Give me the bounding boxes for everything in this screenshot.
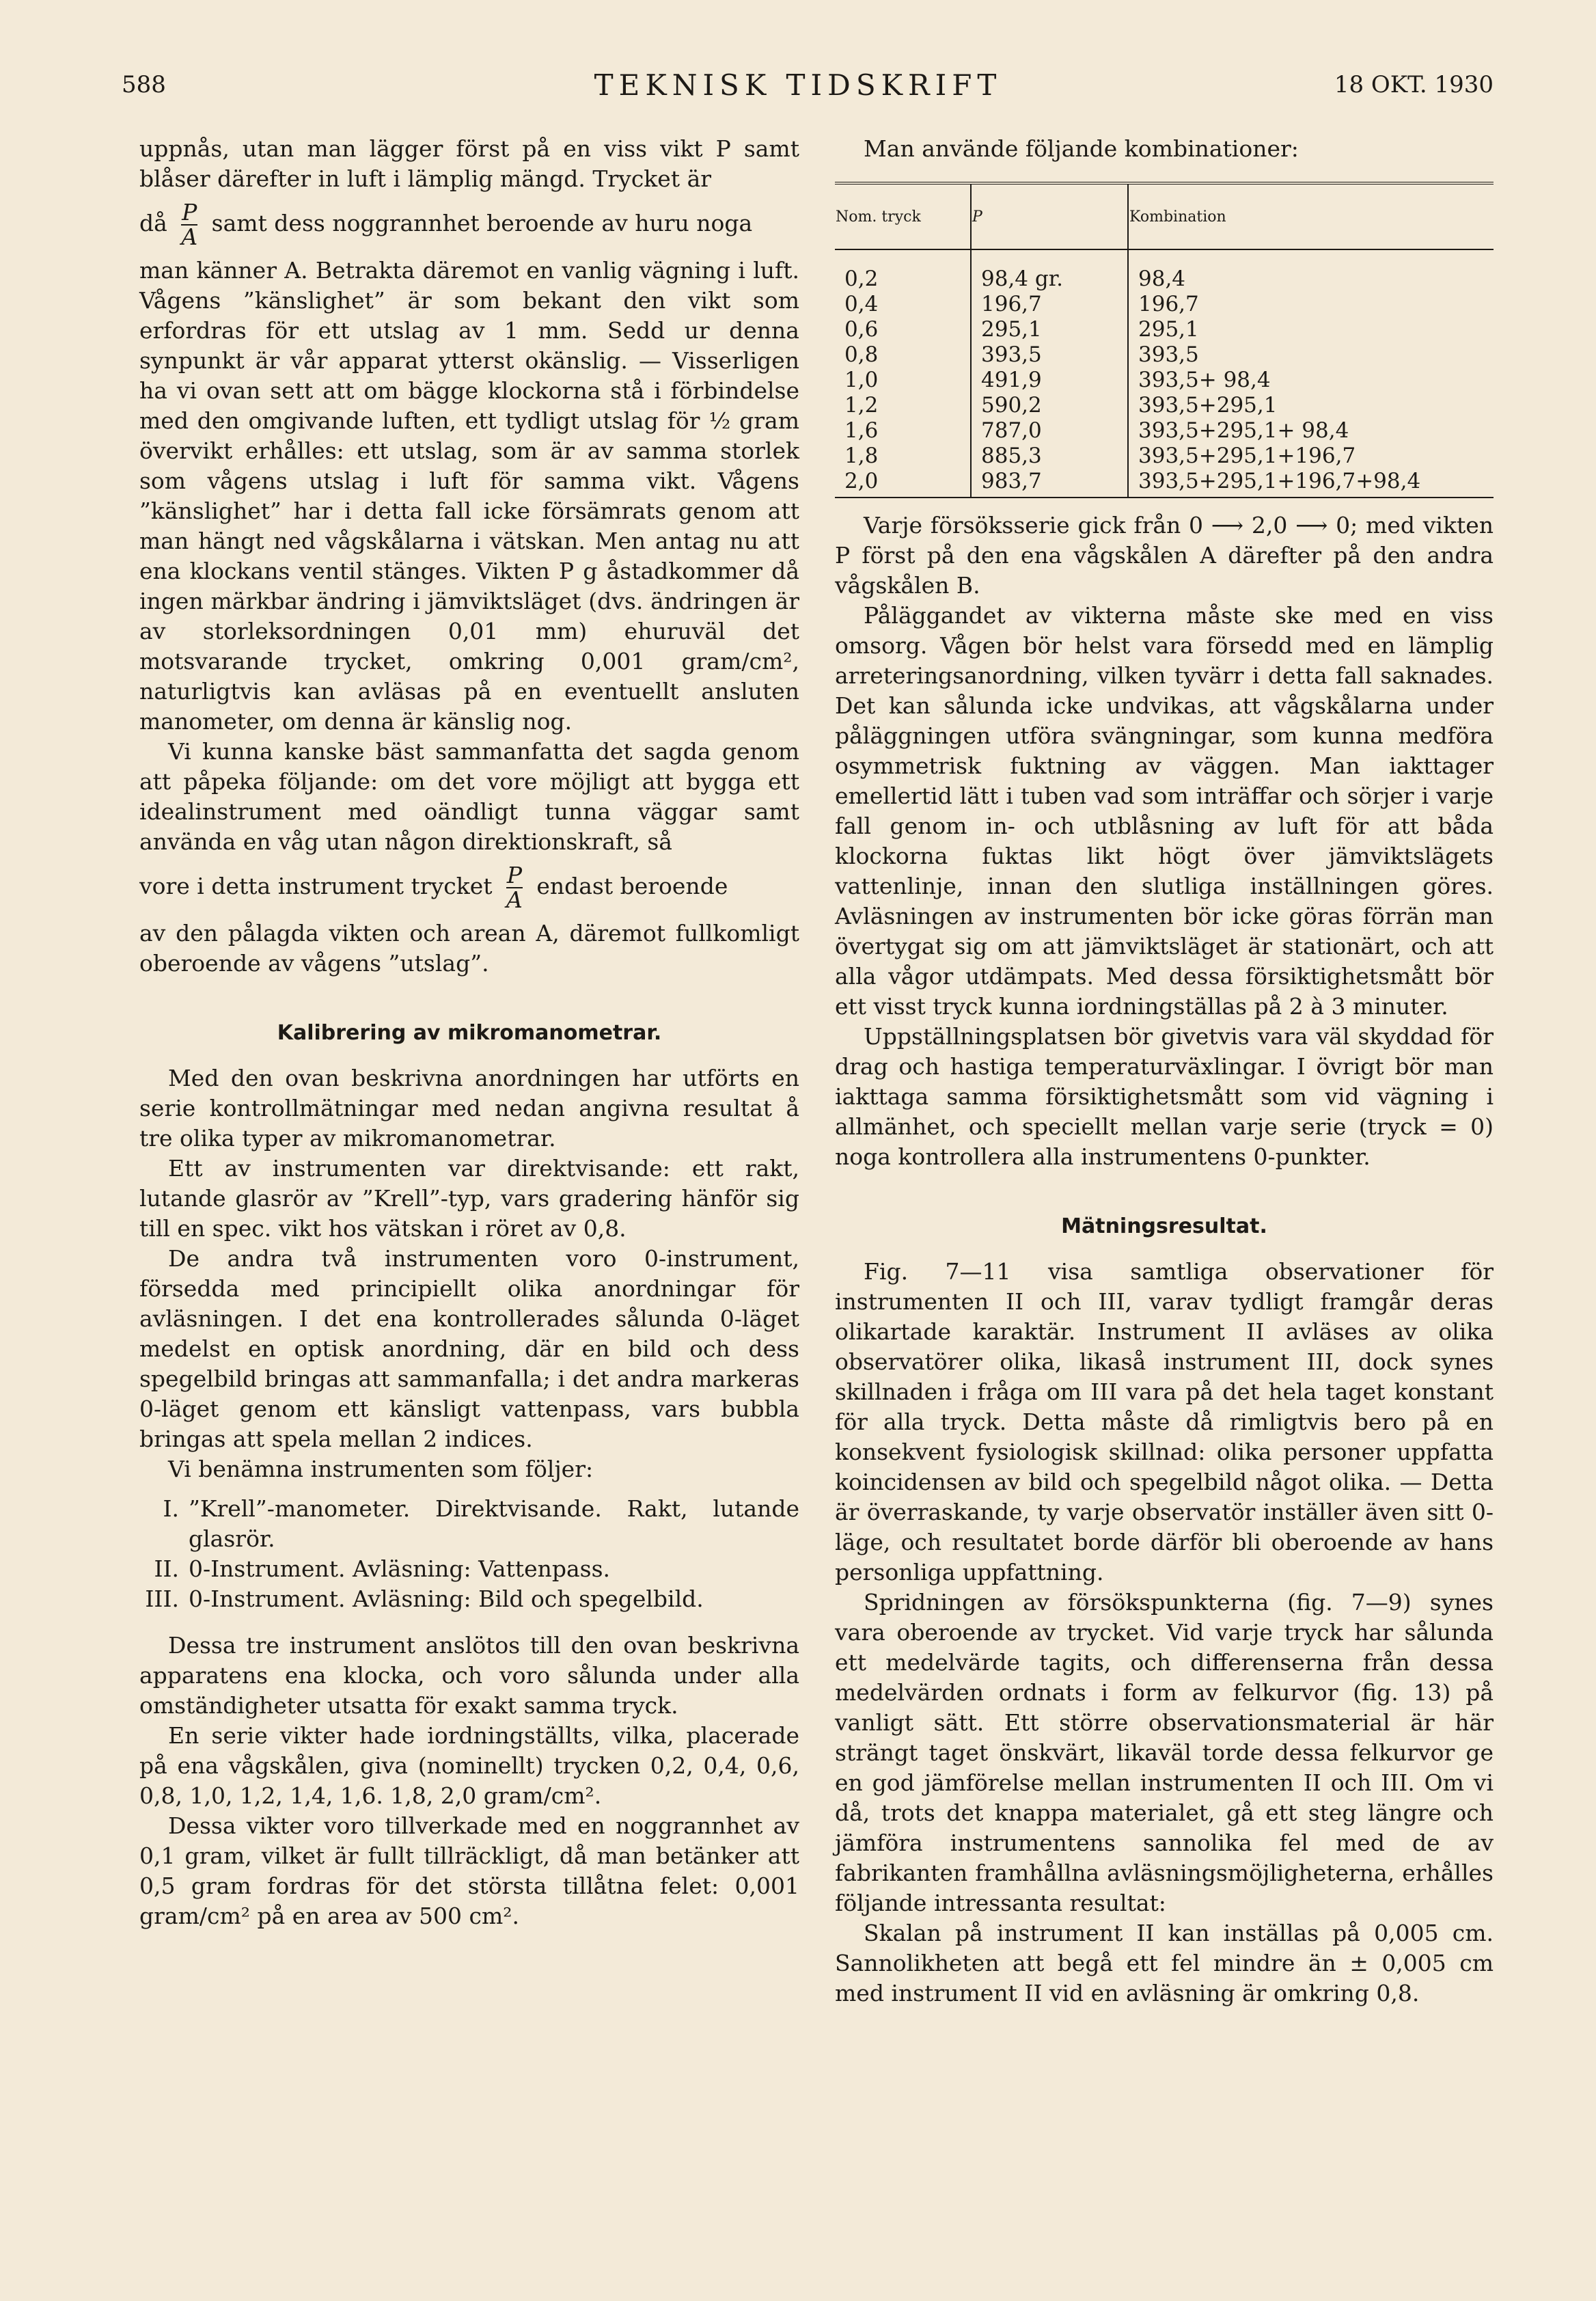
table-row xyxy=(835,317,1494,342)
table-cell: 393,5+295,1+196,7 xyxy=(1128,444,1494,469)
list-text: ”Krell”-manometer. Direktvisande. Rakt, lutande glasrör. xyxy=(189,1495,799,1552)
left-column xyxy=(139,134,799,1931)
fraction-p-over-a xyxy=(506,864,523,912)
journal-title: TEKNISK TIDSKRIFT xyxy=(594,68,1002,102)
table-cell: 0,2 xyxy=(844,267,879,291)
section-heading: Mätningsresultat. xyxy=(1061,1214,1267,1238)
table-cell: 393,5 xyxy=(1128,342,1494,368)
table-cell: 98,4 xyxy=(1128,249,1494,292)
table-row xyxy=(835,393,1494,418)
table-row xyxy=(835,418,1494,444)
table-cell: 393,5 xyxy=(971,342,1128,368)
paragraph: Vi kunna kanske bäst sammanfatta det sagda genom att påpeka följande: om det vore möjligt att bygga ett idealinstrument med oändligt tunna väggar samt använda en våg utan någon direktionskraft, så xyxy=(139,738,799,855)
table-cell: 0,4 xyxy=(844,292,879,316)
paragraph: Med den ovan beskrivna anordningen har utförts en serie kontrollmätningar med nedan angivna resultat å tre olika typer av mikromanometrar. xyxy=(139,1065,799,1152)
right-column xyxy=(835,134,1494,2009)
list-number: III. xyxy=(145,1585,179,1612)
table-cell: 295,1 xyxy=(1128,317,1494,342)
table-cell: 885,3 xyxy=(971,444,1128,469)
table-cell: 0,8 xyxy=(844,342,879,367)
combinations-table xyxy=(835,185,1494,497)
paragraph: Spridningen av försökspunkterna (fig. 7—9) synes vara oberoende av trycket. Vid varje tryck har sålunda ett medelvärde tagits, och differenserna från dessa medelvärden ordnats i form av felkurvor (fig. 13) på vanligt sätt. Ett större observationsmaterial är här strängt taget önskvärt, likaväl torde dessa felkurvor ge en god jämförelse mellan instrumenten II och III. Om vi då, trots det knappa materialet, gå ett steg längre och jämföra instrumentens sannolika fel med de av fabrikanten framhållna avläsningsmöjligheterna, erhålles följande intressanta resultat: xyxy=(835,1589,1494,1916)
paragraph: av den pålagda vikten och arean A, däremot fullkomligt oberoende av vågens ”utslag”. xyxy=(139,920,799,977)
table-cell: 196,7 xyxy=(971,292,1128,317)
list-text: 0-Instrument. Avläsning: Bild och spegelbild. xyxy=(189,1585,704,1612)
list-text: 0-Instrument. Avläsning: Vattenpass. xyxy=(189,1555,611,1582)
table-cell: 787,0 xyxy=(971,418,1128,444)
table-row xyxy=(835,249,1494,292)
table-row xyxy=(835,469,1494,497)
paragraph: Påläggandet av vikterna måste ske med en viss omsorg. Vågen bör helst vara försedd med en lämplig arreteringsanordning, vilken tyvärr i detta fall saknades. Det kan sålunda icke undvikas, att vågskålarna under påläggningen utföra svängningar, som kunna medföra osymmetrisk fuktning av väggen. Man iakttager emellertid lätt i tuben vad som inträffar och sörjer i varje fall genom in- och utblåsning av luft för att båda klockorna fuktas likt högt över jämviktslägets vattenlinje, innan den slutliga inställningen göres. Avläsningen av instrumenten bör icke göras förrän man övertygat sig om att jämviktsläget är stationärt, och att alla vågor utdämpats. Med dessa försiktighetsmått bör ett visst tryck kunna iordningställas på 2 à 3 minuter. xyxy=(835,602,1494,1020)
instrument-list xyxy=(139,1494,799,1614)
table-cell: 1,0 xyxy=(844,368,879,392)
paragraph: Dessa tre instrument anslötos till den ovan beskrivna apparatens ena klocka, och voro sålunda under alla omständigheter utsatta för exakt samma tryck. xyxy=(139,1632,799,1719)
paragraph: Man använde följande kombinationer: xyxy=(864,135,1299,162)
paragraph: De andra två instrumenten voro 0-instrument, försedda med principiellt olika anordningar för avläsningen. I det ena kontrollerades sålunda 0-läget medelst en optisk anordning, där en bild och dess spegelbild bringas att sammanfalla; i det andra markeras 0-läget genom ett känsligt vattenpass, vars bubbla bringas att spela mellan 2 indices. xyxy=(139,1245,799,1452)
table-cell: 983,7 xyxy=(971,469,1128,497)
column-header: P xyxy=(971,185,1128,249)
table-cell: 196,7 xyxy=(1128,292,1494,317)
table-cell: 393,5+295,1 xyxy=(1128,393,1494,418)
list-number: II. xyxy=(154,1555,179,1582)
column-header: Nom. tryck xyxy=(835,185,971,249)
table-cell: 1,6 xyxy=(844,418,879,443)
paragraph: Dessa vikter voro tillverkade med en noggrannhet av 0,1 gram, vilket är fullt tillräckligt, då man betänker att 0,5 gram fordras för det största tillåtna felet: 0,001 gram/cm² på en area av 500 cm². xyxy=(139,1812,799,1929)
table-row xyxy=(835,368,1494,393)
paragraph: Fig. 7—11 visa samtliga observationer för instrumenten II och III, varav tydligt framgår deras olikartade karaktär. Instrument II avläses av olika observatörer olika, likaså instrument III, dock synes skillnaden i fråga om III vara på det hela taget konstant för alla tryck. Detta måste då rimligtvis bero på en konsekvent fysiologisk skillnad: olika personer uppfatta koincidensen av bild och spegelbild något olika. — Detta är överraskande, ty varje observatör inställer även sitt 0-läge, och resultatet borde därför bli oberoende av hans personliga uppfattning. xyxy=(835,1258,1494,1585)
paragraph: Vi benämna instrumenten som följer: xyxy=(168,1456,594,1482)
paragraph: Uppställningsplatsen bör givetvis vara väl skyddad för drag och hastiga temperaturväxlingar. I övrigt bör man iakttaga samma försiktighetsmått som vid vägning i allmänhet, och speciellt mellan varje serie (tryck = 0) noga kontrollera alla instrumentens 0-punkter. xyxy=(835,1023,1494,1170)
fraction-line xyxy=(139,864,799,912)
table-header-row xyxy=(835,185,1494,249)
paragraph: Varje försöksserie gick från 0 ⟶ 2,0 ⟶ 0; med vikten P först på den ena vågskålen A därefter på den andra vågskålen B. xyxy=(835,512,1494,599)
table-cell: 1,2 xyxy=(844,393,879,418)
page-number: 588 xyxy=(122,71,166,98)
fraction-numerator: P xyxy=(182,199,197,226)
table-row xyxy=(835,342,1494,368)
paragraph: man känner A. Betrakta däremot en vanlig vägning i luft. Vågens ”känslighet” är som bekant den vikt som erfordras för ett utslag av 1 mm. Sedd ur denna synpunkt är vår apparat ytterst okänslig. — Visserligen ha vi ovan sett att om bägge klockorna stå i förbindelse med den omgivande luften, ett tydligt utslag för ½ gram övervikt erhålles: ett utslag, som är av samma storlek som vågens utslag i luft för samma vikt. Vågens ”känslighet” har i detta fall icke försämrats genom att man hängt ned vågskålarna i vätskan. Men antag nu att ena klockans ventil stänges. Vikten P g åstadkommer då ingen märkbar ändring i jämviktsläget (dvs. ändringen är av storleksordningen 0,01 mm) ehuruväl det motsvarande trycket, omkring 0,001 gram/cm², naturligtvis kan avläsas på en eventuellt ansluten manometer, om denna är känslig nog. xyxy=(139,257,799,735)
table-cell: 491,9 xyxy=(971,368,1128,393)
list-item xyxy=(139,1494,799,1554)
fraction-denominator: A xyxy=(181,223,198,250)
list-number: I. xyxy=(163,1495,179,1522)
fraction-line xyxy=(139,201,799,249)
paragraph: Ett av instrumenten var direktvisande: ett rakt, lutande glasrör av ”Krell”-typ, vars gradering hänför sig till en spec. vikt hos vätskan i röret av 0,8. xyxy=(139,1155,799,1242)
column-header: Kombination xyxy=(1128,185,1494,249)
table-cell: 1,8 xyxy=(844,444,879,468)
table-cell: 2,0 xyxy=(844,469,879,493)
list-item xyxy=(139,1554,799,1584)
paragraph: En serie vikter hade iordningställts, vilka, placerade på ena vågskålen, giva (nominellt) trycken 0,2, 0,4, 0,6, 0,8, 1,0, 1,2, 1,4, 1,6. 1,8, 2,0 gram/cm². xyxy=(139,1722,799,1809)
table-cell: 0,6 xyxy=(844,317,879,342)
text-fragment: vore i detta instrument trycket xyxy=(139,873,493,899)
text-fragment: samt dess noggrannhet beroende av huru noga xyxy=(211,210,753,236)
fraction-numerator: P xyxy=(506,862,523,888)
table-cell: 590,2 xyxy=(971,393,1128,418)
fraction-p-over-a xyxy=(181,201,197,249)
table-cell: 393,5+295,1+ 98,4 xyxy=(1128,418,1494,444)
table-cell: 295,1 xyxy=(971,317,1128,342)
text-fragment: då xyxy=(139,210,167,236)
table-cell: 393,5+295,1+196,7+98,4 xyxy=(1128,469,1494,497)
text-fragment: endast beroende xyxy=(536,873,728,899)
table-cell: 393,5+ 98,4 xyxy=(1128,368,1494,393)
table-row xyxy=(835,444,1494,469)
section-heading: Kalibrering av mikromanometrar. xyxy=(277,1021,662,1045)
fraction-denominator: A xyxy=(506,886,523,913)
table-cell: 98,4 gr. xyxy=(971,249,1128,292)
combinations-table-wrapper xyxy=(835,182,1494,498)
table-row xyxy=(835,292,1494,317)
paragraph: uppnås, utan man lägger först på en viss vikt P samt blåser därefter in luft i lämplig mängd. Trycket är xyxy=(139,135,799,192)
issue-date: 18 OKT. 1930 xyxy=(1334,71,1494,98)
paragraph: Skalan på instrument II kan inställas på 0,005 cm. Sannolikheten att begå ett fel mindre än ± 0,005 cm med instrument II vid en avläsning är omkring 0,8. xyxy=(835,1920,1494,2006)
list-item xyxy=(139,1584,799,1614)
